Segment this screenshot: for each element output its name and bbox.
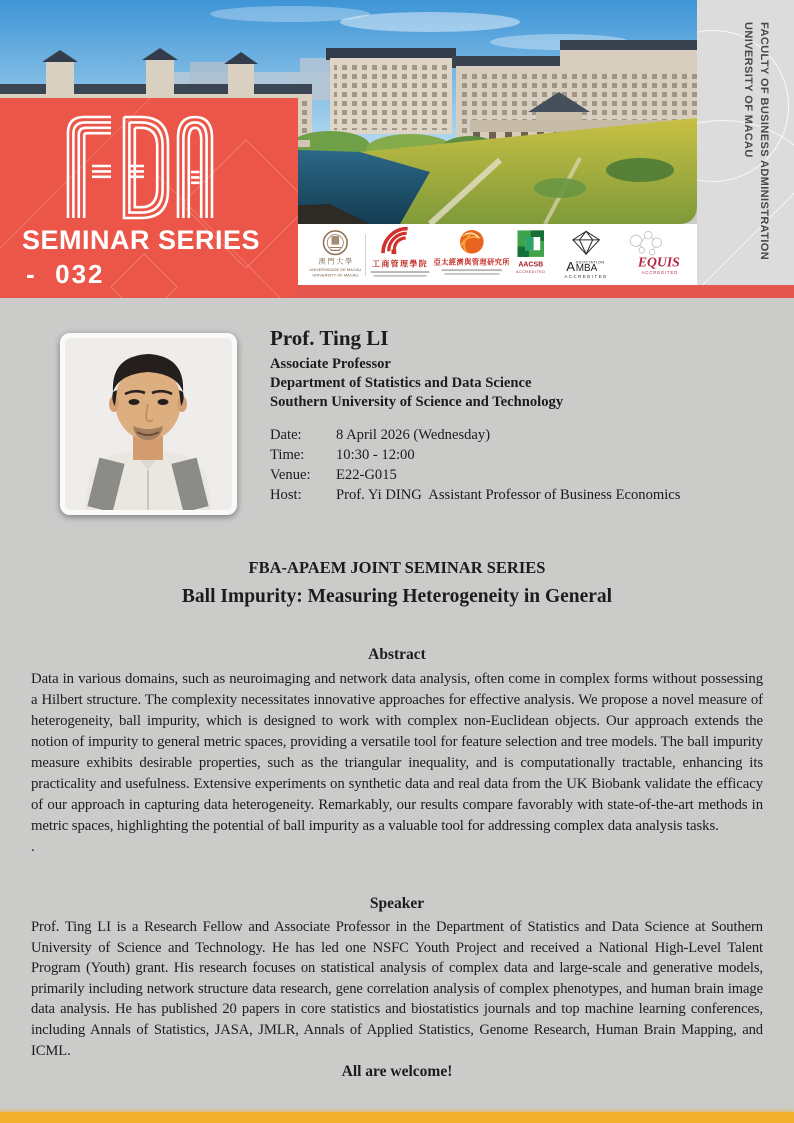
series-number: - 032 — [26, 259, 105, 289]
fba-series-box — [0, 98, 298, 298]
speaker-department: Department of Statistics and Data Science — [270, 375, 532, 392]
speaker-section — [31, 895, 763, 1081]
talk-title: Ball Impurity: Measuring Heterogeneity in General — [181, 586, 613, 607]
speaker-university: Southern University of Science and Technology — [270, 394, 564, 411]
fba-faculty-logo — [366, 227, 434, 283]
apaem-cn: 亞太經濟與管理研究所 — [433, 257, 510, 266]
equis-logo — [619, 227, 689, 283]
abstract-footnote: . — [31, 839, 35, 855]
um-pt: UNIVERSIDADE DE MACAU — [309, 266, 362, 272]
amba-logo — [553, 227, 619, 283]
welcome-line: All are welcome! — [341, 1063, 453, 1081]
amba-big-a: A — [566, 258, 575, 274]
joint-series-heading: FBA-APAEM JOINT SEMINAR SERIES — [248, 558, 546, 577]
venue-label: Venue: — [270, 467, 311, 484]
um-logo — [306, 227, 365, 283]
caption-lines — [444, 272, 499, 274]
caption-lines — [441, 269, 502, 271]
speaker-name: Prof. Ting LI — [270, 326, 389, 350]
um-cn: 澳 門 大 學 — [318, 257, 353, 266]
abstract-text: Data in various domains, such as neuroimaging and network data analysis, often come in complex forms without possessing a Hilbert structure. The complexity necessitates innovative approaches for effective analysis. We propose a novel measure of heterogeneity, ball impurity, which is designed to work with complex non-Euclidean objects. Our approach extends the notion of impurity to general metric spaces, providing a versatile tool for feature selection and tree models. The ball impurity measure exhibits desirable properties, such as the triangular inequality, and is computationally tractable, enhancing its practicality and usefulness. Extensive experiments on synthetic data and real data from the UK Biobank validate the efficacy of our approach in capturing data heterogeneity. Remarkably, our results compare favorably with state-of-the-art methods in metric spaces, highlighting the potential of ball impurity as a valuable tool for addressing complex data analysis tasks. — [31, 671, 763, 834]
time-label: Time: — [270, 446, 305, 463]
speaker-role: Associate Professor — [270, 356, 391, 372]
um-en: UNIVERSITY OF MACAU — [312, 272, 359, 278]
equis-tag: ACCREDITED — [641, 269, 679, 275]
detail-row-host — [270, 485, 775, 505]
series-title: SEMINAR SERIES — [22, 225, 261, 255]
apaem-logo — [434, 227, 510, 283]
accreditation-strip — [298, 224, 697, 285]
host-value: Prof. Yi DING Assistant Professor of Business Economics — [336, 487, 681, 504]
event-details — [270, 425, 775, 506]
detail-row-time — [270, 445, 775, 465]
aacsb-tag: ACCREDITED — [516, 269, 546, 274]
caption-lines — [370, 271, 429, 273]
fba-logo — [64, 114, 214, 220]
vertical-banner — [742, 22, 770, 260]
speaker-heading: Speaker — [369, 895, 425, 912]
abstract-section — [31, 646, 763, 858]
amba-tag: ACCREDITED — [564, 273, 608, 279]
amba-assoc: SSOCIATION — [575, 259, 605, 265]
banner-university: UNIVERSITY OF MACAU — [742, 22, 754, 158]
decor-diamond — [110, 253, 178, 298]
speaker-photo — [60, 333, 237, 515]
abstract-heading: Abstract — [368, 646, 426, 663]
amba-mba: MBA — [575, 262, 598, 274]
venue-value: E22-G015 — [336, 467, 397, 484]
aacsb-logo — [509, 227, 553, 283]
equis-name: EQUIS — [637, 253, 680, 269]
speaker-photo-art — [65, 338, 232, 510]
date-value: 8 April 2026 (Wednesday) — [336, 426, 491, 443]
host-label: Host: — [270, 487, 302, 504]
detail-row-date — [270, 425, 775, 445]
time-value: 10:30 - 12:00 — [336, 446, 415, 463]
fba-faculty-cn: 工商管理學院 — [371, 258, 428, 268]
speaker-info — [270, 326, 775, 505]
detail-row-venue — [270, 465, 775, 485]
banner-faculty: FACULTY OF BUSINESS ADMINISTRATION — [758, 22, 770, 261]
date-label: Date: — [270, 426, 302, 443]
aacsb-name: AACSB — [518, 260, 544, 268]
caption-lines — [373, 274, 426, 276]
speaker-bio: Prof. Ting LI is a Research Fellow and Associate Professor in the Department of Statistics and Data Science at Southern University of Science and Technology. He has led one NSFC Youth Project and received a National High-Level Talent Program (Youth) grant. His research focuses on statistical analysis of complex data and large-scale and generative models, primarily including network structure data research, gene correlation analysis of complex phenotypes, and human brain image data analysis. He has published 20 papers in core statistics and biostatistics journals and top machine learning conferences, including Annals of Statistics, JASA, JMLR, Annals of Applied Statistics, Genome Research, Human Brain Mapping, and ICML. — [31, 919, 763, 1059]
footer-yellow-bar — [0, 1112, 794, 1123]
